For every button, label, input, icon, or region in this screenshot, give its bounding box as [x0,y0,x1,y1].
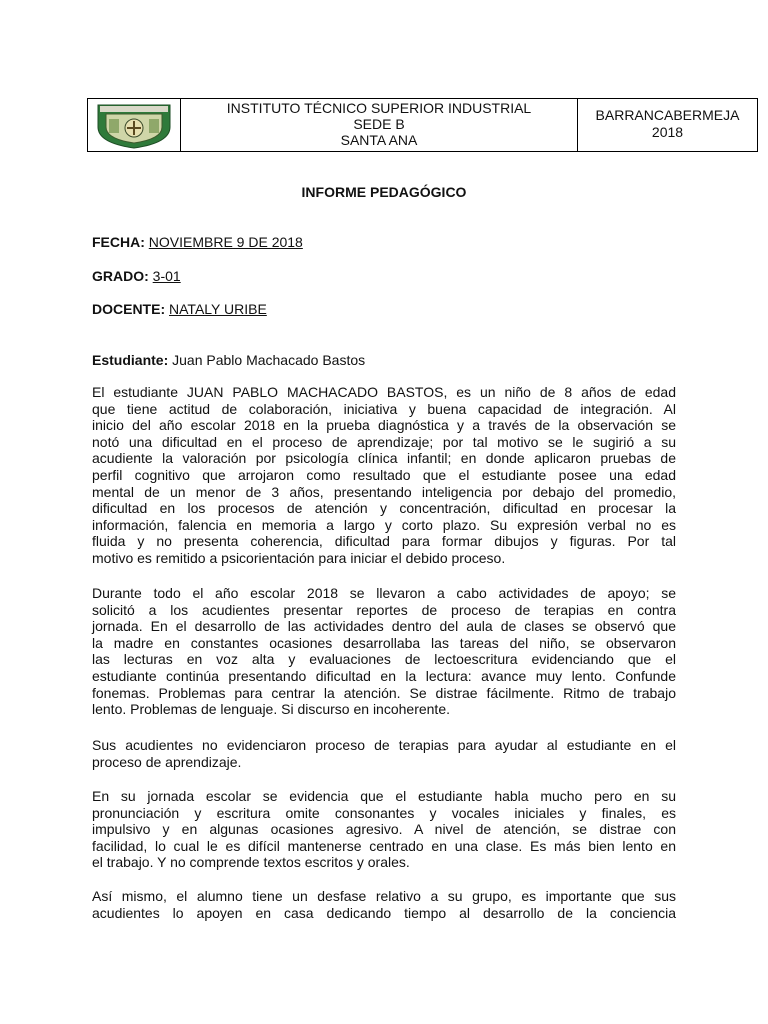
paragraph-line: información, falencia en memoria a largo y corto plazo. Su expresión verbal no es [92,516,676,533]
paragraph-line: solicitó a los acudientes presentar reportes de proceso de terapias en contra [92,601,676,618]
institution-sede: SEDE B [353,116,405,132]
paragraph-line: que tiene actitud de colaboración, iniciativa y buena capacidad de integración. Al [92,400,676,417]
paragraph-line: el trabajo. Y no comprende textos escritos y orales. [92,854,410,871]
paragraph-line: acudiente la valoración por psicología clínica infantil; en donde aplicaron pruebas de [92,450,676,467]
paragraph-therapy [92,737,676,770]
paragraph-line: fonemas. Problemas para centrar la atención. Se distrae fácilmente. Ritmo de trabajo [92,684,676,701]
report-year: 2018 [651,124,684,140]
paragraph-line: perfil cognitivo que arrojaron como resultado que el estudiante posee una edad [92,466,676,483]
fecha-label: FECHA: [92,234,145,250]
grado-value: 3-01 [152,268,181,284]
city-year-cell [578,99,757,151]
logo-cell [88,99,181,151]
estudiante-field [92,352,365,368]
paragraph-recommendation [92,888,676,921]
paragraph-line: mental de un menor de 3 años, presentando inteligencia por debajo del promedio, [92,483,676,500]
institution-campus: SANTA ANA [340,132,418,148]
fecha-field [92,234,303,250]
document-title: INFORME PEDAGÓGICO [301,184,467,200]
paragraph-diagnosis [92,384,676,567]
paragraph-line: motivo es remitido a psicorientación para iniciar el debido proceso. [92,549,506,566]
docente-field [92,301,267,317]
paragraph-line: facilidad, lo cual le es difícil mantenerse centrado en una clase. Es más bien lento en [92,837,676,854]
paragraph-line: En su jornada escolar se evidencia que el estudiante habla mucho pero en su [92,788,676,804]
paragraph-line: las lecturas en voz alta y evaluaciones de lectoescritura evidenciando que el [92,651,676,668]
paragraph-support-activities [92,585,676,718]
paragraph-line: proceso de aprendizaje. [92,753,242,770]
paragraph-line: dificultad en los procesos de atención y concentración, dificultad en procesar la [92,500,676,517]
paragraph-line: lento. Problemas de lenguaje. Si discurso en incoherente. [92,701,450,718]
paragraph-school-day [92,788,676,871]
paragraph-line: acudientes lo apoyen en casa dedicando tiempo al desarrollo de la conciencia [92,904,676,921]
paragraph-line: Sus acudientes no evidenciaron proceso de terapias para ayudar al estudiante en el [92,737,676,753]
city-name: BARRANCABERMEJA [595,107,740,123]
fecha-value: NOVIEMBRE 9 DE 2018 [148,234,303,250]
docente-value: NATALY URIBE [169,301,267,317]
paragraph-line: Durante todo el año escolar 2018 se llevaron a cabo actividades de apoyo; se [92,585,676,601]
grado-field [92,268,181,284]
institution-title [181,99,578,151]
paragraph-line: pronunciación y escritura omite consonantes y vocales iniciales y finales, es [92,804,676,821]
estudiante-label: Estudiante: [92,352,169,368]
header-table [87,98,758,152]
paragraph-line: Así mismo, el alumno tiene un desfase relativo a su grupo, es importante que sus [92,888,676,904]
estudiante-value: Juan Pablo Machacado Bastos [172,352,366,368]
paragraph-line: jornada. En el desarrollo de las actividades dentro del aula de clases se observó que [92,618,676,635]
paragraph-line: estudiante continúa presentando dificultad en la lectura: avance muy lento. Confunde [92,667,676,684]
paragraph-line: notó una dificultad en el proceso de aprendizaje; por tal motivo se le sugirió a su [92,433,676,450]
paragraph-line: fluida y no presenta coherencia, dificultad para formar dibujos y figuras. Por tal [92,533,676,550]
institution-shield-logo [94,101,174,149]
paragraph-line: El estudiante JUAN PABLO MACHACADO BASTOS, es un niño de 8 años de edad [92,384,676,400]
paragraph-line: inicio del año escolar 2018 en la prueba diagnóstica y a través de la observación se [92,417,676,434]
paragraph-line: la madre en constantes ocasiones desarrollaba las tareas del niño, se observaron [92,634,676,651]
docente-label: DOCENTE: [92,301,166,317]
paragraph-line: impulsivo y en algunas ocasiones agresivo. A nivel de atención, se distrae con [92,821,676,838]
grado-label: GRADO: [92,268,149,284]
institution-name: INSTITUTO TÉCNICO SUPERIOR INDUSTRIAL [226,100,532,116]
